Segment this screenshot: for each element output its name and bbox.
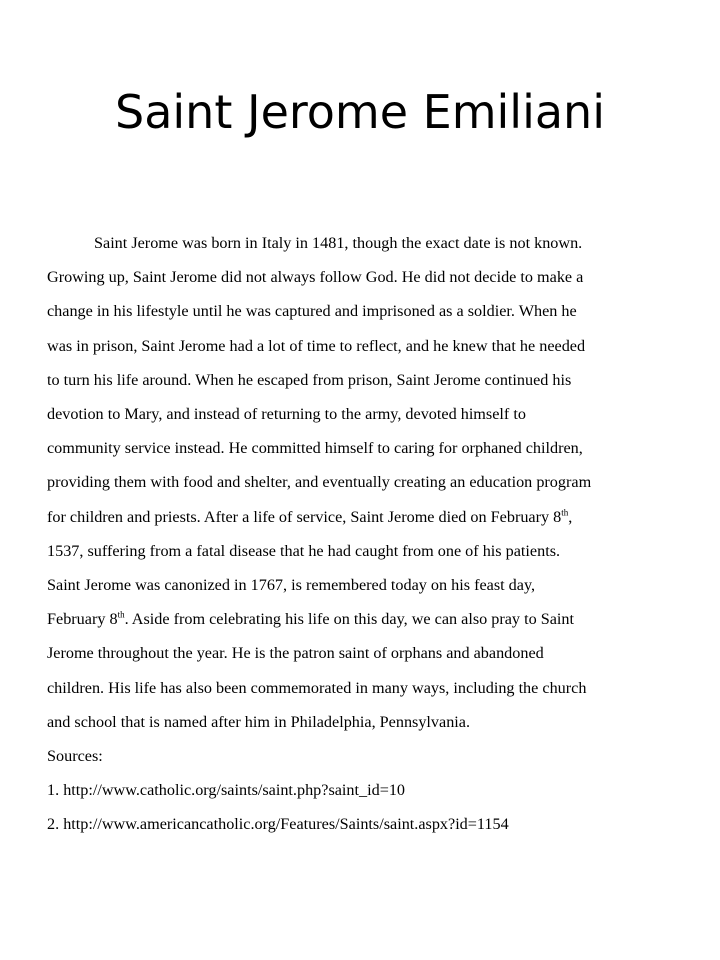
sources-heading: Sources: — [47, 747, 103, 766]
paragraph-line: providing them with food and shelter, and eventually creating an education program — [47, 473, 592, 492]
paragraph-line: 1537, suffering from a fatal disease that he had caught from one of his patients. — [47, 541, 561, 560]
source-item: 1. http://www.catholic.org/saints/saint.php?saint_id=10 — [47, 781, 406, 800]
paragraph-line: Saint Jerome was born in Italy in 1481, though the exact date is not known. — [94, 234, 583, 252]
paragraph-line: children. His life has also been commemorated in many ways, including the church — [47, 678, 587, 697]
paragraph-line: to turn his life around. When he escaped from prison, Saint Jerome continued his — [47, 370, 572, 389]
page-title: Saint Jerome Emiliani — [115, 85, 605, 139]
body-text — [47, 226, 683, 842]
paragraph-line: change in his lifestyle until he was captured and imprisoned as a soldier. When he — [47, 302, 577, 321]
paragraph-line: devotion to Mary, and instead of returning to the army, devoted himself to — [47, 405, 526, 424]
paragraph-line — [47, 508, 572, 526]
biography-paragraph — [47, 226, 683, 739]
paragraph-line: and school that is named after him in Philadelphia, Pennsylvania. — [47, 712, 471, 731]
paragraph-line: Jerome throughout the year. He is the patron saint of orphans and abandoned — [47, 644, 544, 663]
paragraph-line: was in prison, Saint Jerome had a lot of time to reflect, and he knew that he needed — [47, 336, 586, 355]
paragraph-line: Saint Jerome was canonized in 1767, is remembered today on his feast day, — [47, 576, 536, 595]
line-text: for children and priests. After a life of service, Saint Jerome died on February 8 — [47, 507, 562, 526]
line-text: . Aside from celebrating his life on this day, we can also pray to Saint — [124, 610, 574, 629]
source-item: 2. http://www.americancatholic.org/Features/Saints/saint.aspx?id=1154 — [47, 815, 509, 834]
ordinal-suffix: th — [561, 507, 569, 518]
line-text: , — [568, 507, 573, 526]
paragraph-line: community service instead. He committed himself to caring for orphaned children, — [47, 439, 583, 458]
paragraph-line — [47, 610, 574, 628]
line-text: February 8 — [47, 610, 118, 629]
paragraph-line: Growing up, Saint Jerome did not always follow God. He did not decide to make a — [47, 268, 584, 287]
ordinal-suffix: th — [117, 609, 125, 620]
